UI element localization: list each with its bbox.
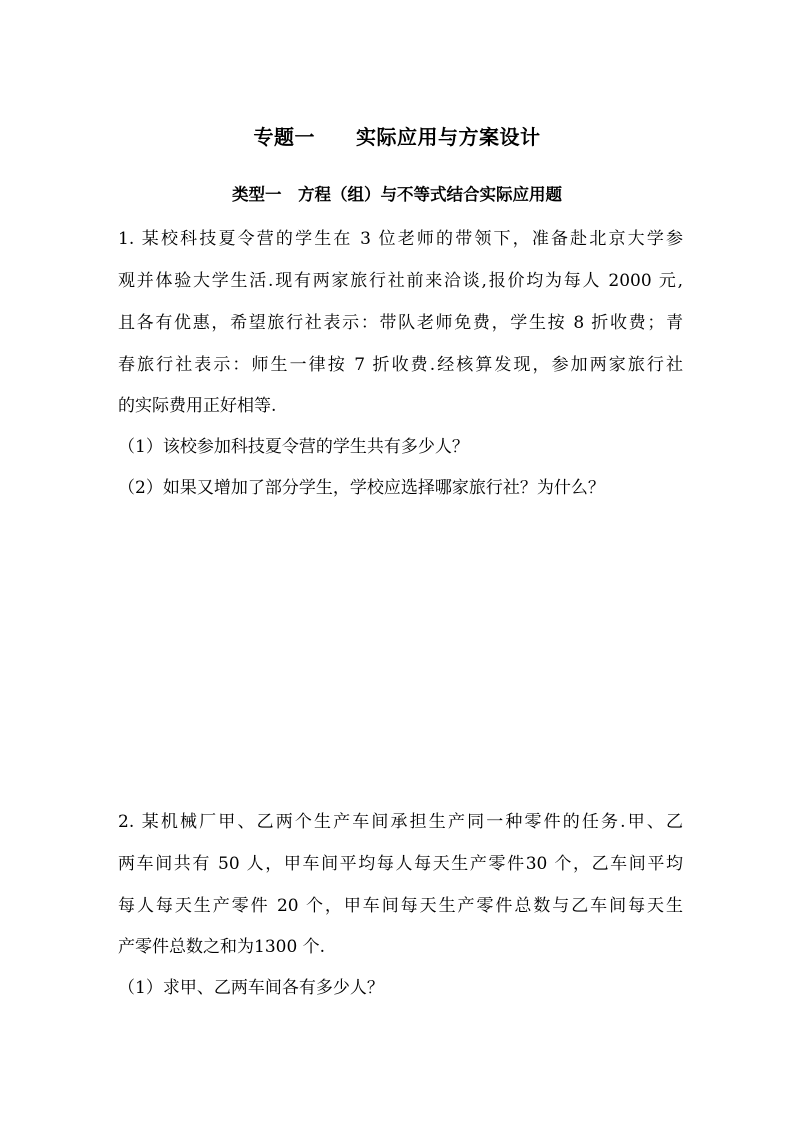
problem1-line-2: 观并体验大学生活.现有两家旅行社前来洽谈,报价均为每人 2000 元, [118,271,683,291]
problem1-line-1: 1. 某校科技夏令营的学生在 3 位老师的带领下，准备赴北京大学参 [118,229,683,249]
problem1-line-4: 春旅行社表示：师生一律按 7 折收费.经核算发现，参加两家旅行社 [118,355,683,375]
page-title: 专题一 实际应用与方案设计 [253,125,541,149]
problem2-line-1: 2. 某机械厂甲、乙两个生产车间承担生产同一种零件的任务.甲、乙 [118,812,683,832]
problem2-line-2: 两车间共有 50 人，甲车间平均每人每天生产零件30 个，乙车间平均 [118,854,683,874]
problem1-question-1: （1）该校参加科技夏令营的学生共有多少人？ [118,437,469,457]
problem1-line-3: 且各有优惠，希望旅行社表示：带队老师免费，学生按 8 折收费；青 [118,313,683,333]
problem1-line-5: 的实际费用正好相等. [118,396,277,416]
section-title: 类型一 方程（组）与不等式结合实际应用题 [232,185,562,204]
problem2-line-4: 产零件总数之和为1300 个. [118,937,326,957]
problem2-question-1: （1）求甲、乙两车间各有多少人？ [118,978,384,998]
problem2-line-3: 每人每天生产零件 20 个，甲车间每天生产零件总数与乙车间每天生 [118,896,683,916]
problem1-question-2: （2）如果又增加了部分学生，学校应选择哪家旅行社？为什么？ [118,478,605,498]
